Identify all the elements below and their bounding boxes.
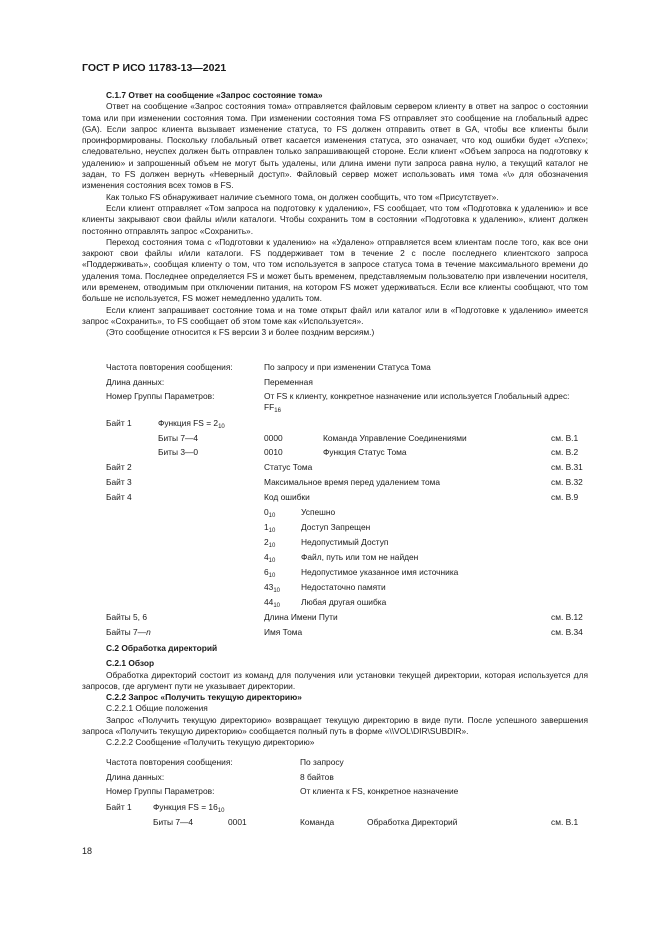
paragraph: Если клиент запрашивает состояние тома и на томе открыт файл или каталог или в «Подготовке к удалению» имеется запрос «Сохранить», то FS сообщает об этом томе как «Используется».	[82, 304, 588, 326]
function-label: Функция FS = $2_{10}$	[158, 418, 225, 430]
section-heading: С.2.1 Обзор	[106, 658, 155, 669]
bytes-7-n-label: Байты 7—n	[106, 627, 151, 637]
error-text: Любая другая ошибка	[301, 597, 387, 607]
error-text: Недопустимое указанное имя источника	[301, 567, 459, 577]
section-heading: С.2.2 Запрос «Получить текущую директорию»	[106, 692, 302, 703]
bytes-5-6-desc: Длина Имени Пути	[264, 612, 338, 622]
byte-1-label: Байт 1	[106, 802, 132, 812]
len-value: Переменная	[264, 377, 313, 387]
bits-7-4-label: Биты 7—4	[158, 433, 199, 443]
byte-4-ref: см. В.9	[551, 492, 579, 502]
error-text: Недостаточно памяти	[301, 582, 386, 592]
error-code: $2_{10}$	[264, 537, 276, 549]
error-text: Доступ Запрещен	[301, 522, 371, 532]
freq-label: Частота повторения сообщения:	[106, 362, 233, 372]
bits-7-4-cmd: Команда	[300, 817, 335, 827]
bits-7-4-ref: см. В.1	[551, 433, 579, 443]
bits-7-4-ref: см. В.1	[551, 817, 579, 827]
subsection-heading: С.2.2.2 Сообщение «Получить текущую директорию»	[106, 737, 315, 748]
byte-4-desc: Код ошибки	[264, 492, 310, 502]
paragraph: Как только FS обнаруживает наличие съемного тома, он должен сообщить, что том «Присутствует».	[106, 191, 499, 202]
bits-7-4-code: 0000	[264, 433, 283, 443]
error-text: Файл, путь или том не найден	[301, 552, 419, 562]
bytes-7-n-desc: Имя Тома	[264, 627, 303, 637]
error-code: $43_{10}$	[264, 582, 281, 594]
error-text: Недопустимый Доступ	[301, 537, 389, 547]
byte-3-ref: см. В.32	[551, 477, 583, 487]
pgn-label: Номер Группы Параметров:	[106, 786, 215, 796]
section-c2	[82, 643, 588, 749]
byte-2-ref: см. В.31	[551, 462, 583, 472]
function-label: Функция FS = $16_{10}$	[153, 802, 225, 814]
bytes-5-6-label: Байты 5, 6	[106, 612, 147, 622]
document-header: ГОСТ Р ИСО 11783-13—2021	[82, 62, 227, 74]
freq-value: По запросу и при изменении Статуса Тома	[264, 362, 431, 372]
bits-3-0-ref: см. В.2	[551, 447, 579, 457]
section-heading: С.2 Обработка директорий	[106, 643, 218, 653]
subsection-heading: С.2.2.1 Общие положения	[106, 703, 208, 714]
byte-2-label: Байт 2	[106, 462, 132, 472]
byte-3-desc: Максимальное время перед удалением тома	[264, 477, 441, 487]
len-label: Длина данных:	[106, 377, 165, 387]
bits-7-4-desc: Команда Управление Соединениями	[323, 433, 467, 443]
bits-7-4-code: 0001	[228, 817, 247, 827]
len-label: Длина данных:	[106, 772, 165, 782]
section-heading: С.1.7 Ответ на сообщение «Запрос состояние тома»	[106, 90, 323, 100]
bits-3-0-label: Биты 3—0	[158, 447, 199, 457]
freq-value: По запросу	[300, 757, 344, 767]
freq-label: Частота повторения сообщения:	[106, 757, 233, 767]
byte-1-label: Байт 1	[106, 418, 132, 428]
pgn-label: Номер Группы Параметров:	[106, 391, 215, 401]
error-code: $44_{10}$	[264, 597, 281, 609]
byte-4-label: Байт 4	[106, 492, 132, 502]
paragraph: Ответ на сообщение «Запрос состояния тома» отправляется файловым сервером клиенту в ответ на запрос о состоянии тома или при изменении состояния тома. При изменении состояния тома FS отправляет это сообщение на глобальный адрес (GA). Если запрос клиента вызывает изменение статуса, то FS должен отправить ответ в GA, чтобы все клиенты были проинформированы. Поскольку глобальный ответ касается изменения статуса, это означает, что код ошибки будет «Успех»; следовательно, неуспех должен быть отправлен только запрашивающей стороне. Если клиент «Объем запроса на подготовку к удалению» и запрошенный объем не могут быть удалены, или длина имени пути запроса равна нулю, а текущий каталог не задан, то FS должен вернуть «Неверный доступ». Файловый сервер может использовать имя тома «\» для обозначения изменения состояния всех томов в FS.	[82, 101, 588, 191]
bits-7-4-label: Биты 7—4	[153, 817, 194, 827]
paragraph: Обработка директорий состоит из команд для получения или установки текущей директории, которая используется для запросов, где аргумент пути не указывает директории.	[82, 669, 588, 691]
bytes-7-n-ref: см. В.34	[551, 627, 583, 637]
paragraph: Переход состояния тома с «Подготовки к удалению» на «Удалено» отправляется всем клиентам после того, как все они закроют свои файлы и/или каталоги. FS поддерживает том в течение 2 с после последнего клиентского запроса «Поддерживать», сообщая клиенту о том, что том используется в запросе статуса тома в течение максимального времени до удаления тома. Последнее определяется FS и может быть временем, представляемым пользователю при извлечении носителя, или временем, отводимым при отключении питания, на котором FS может удерживаться. Если все клиенты сообщают, что том больше не используется, FS может немедленно удалить том.	[82, 236, 588, 304]
pgn-value: От FS к клиенту, конкретное назначение или используется Глобальный адрес:	[264, 391, 570, 401]
error-code: $4_{10}$	[264, 552, 276, 564]
paragraph: Запрос «Получить текущую директорию» возвращает текущую директорию в виде пути. После успешного завершения запроса «Получить текущую директорию» сообщается полный путь в форме «\\VOL\DIR\SUBDIR».	[82, 714, 588, 737]
bits-3-0-code: 0010	[264, 447, 283, 457]
error-code: $6_{10}$	[264, 567, 276, 579]
byte-3-label: Байт 3	[106, 477, 132, 487]
pgn-value: От клиента к FS, конкретное назначение	[300, 786, 459, 796]
error-code: $0_{10}$	[264, 507, 276, 519]
error-code: $1_{10}$	[264, 522, 276, 534]
page-number: 18	[82, 846, 93, 856]
section-c17	[82, 90, 588, 339]
paragraph: Если клиент отправляет «Том запроса на подготовку к удалению», FS сообщает, что том «Подготовка к удалению» и все клиенты закрывают свои файлы и/или каталоги. Чтобы сохранить том в состоянии «Подготовка к удалению», клиент должен постоянно отправлять запрос «Сохранить».	[82, 202, 588, 236]
byte-2-desc: Статус Тома	[264, 462, 313, 472]
bits-7-4-desc: Обработка Директорий	[367, 817, 458, 827]
paragraph: (Это сообщение относится к FS версии 3 и более поздним версиям.)	[106, 327, 375, 338]
bytes-5-6-ref: см. В.12	[551, 612, 583, 622]
error-text: Успешно	[301, 507, 336, 517]
pgn-value-ff: $FF_{16}$	[264, 402, 281, 414]
bits-3-0-desc: Функция Статус Тома	[323, 447, 407, 457]
len-value: 8 байтов	[300, 772, 334, 782]
